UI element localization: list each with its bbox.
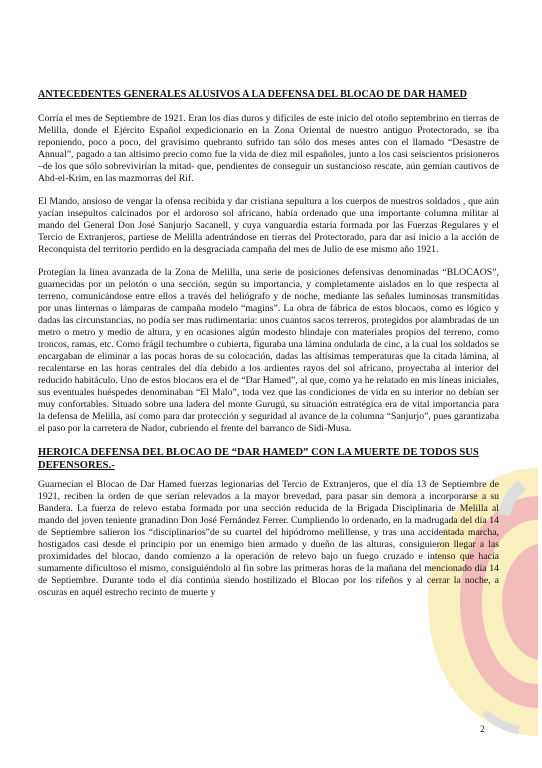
document-body — [38, 88, 499, 610]
paragraph: El Mando, ansioso de vengar la ofensa recibida y dar cristiana sepultura a los cuerpos de nuestros soldados , que aún yacían insepultos calcinados por el ardoroso sol africano, había ordenado que una importante columna militar al mando del General Don José Sanjurjo Sacanell, y cuya vanguardia estaría formada por las Fuerzas Regulares y el Tercio de Extranjeros, partiese de Melilla adentrándose en tierras del Protectorado, para dar así inicio a la acción de Reconquista del territorio perdido en la desgraciada campaña del mes de Julio de ese mismo año 1921. — [38, 196, 499, 256]
section-heading-heroica-defensa: HEROICA DEFENSA DEL BLOCAO DE “DAR HAMED” CON LA MUERTE DE TODOS SUS DEFENSORES.- — [38, 447, 479, 472]
section-heading-antecedentes: ANTECEDENTES GENERALES ALUSIVOS A LA DEFENSA DEL BLOCAO DE DAR HAMED — [38, 89, 467, 100]
paragraph: Protegían la línea avanzada de la Zona de Melilla, una serie de posiciones defensivas denominadas “BLOCAOS”, guarnecidas por un pelotón o una sección, según su importancia, y completamente aislados en lo que respecta al terreno, comunicándose entre ellos a través del heliógrafo y de noche, mediante las señales luminosas transmitidas por unas linternas o lámparas de campaña modelo “magins”. La obra de fábrica de estos blocaos, como es lógico y dadas las circunstancias, no podía ser mas rudimentaria: unos cuantos sacos terreros, protegidos por alambradas de un metro o metro y medio de altura, y en ocasiones algún modesto blindaje con materiales propios del terreno, como troncos, ramas, etc. Como frágil techumbre o cubierta, figuraba una lámina ondulada de cinc, a la cual los soldados se encargaban de eliminar a las pocas horas de su colocación, dadas las altísimas temperaturas que la citada lámina, al recalentarse en las horas centrales del día debido a los ardientes rayos del sol africano, proyectaba al interior del reducido habitáculo. Uno de estos blocaos era el de “Dar Hamed”, al que, como ya he relatado en mis líneas iniciales, sus eventuales huéspedes denominaban “El Malo”, toda vez que las condiciones de vida en su interior no debían ser muy confortables. Situado sobre una ladera del monte Gurugú, su situación estratégica era de vital importancia para la defensa de Melilla, así como para dar protección y seguridad al avance de la columna “Sanjurjo”, pues garantizaba el paso por la carretera de Nador, cubriendo el frente del barranco de Sidi-Musa. — [38, 267, 499, 434]
paragraph: Guarnecían el Blocao de Dar Hamed fuerzas legionarias del Tercio de Extranjeros, que el día 13 de Septiembre de 1921, reciben la orden de que serían relevados a la mayor brevedad, para pasar sin demora a incorporarse a su Bandera. La fuerza de relevo estaba formada por una sección reducida de la Brigada Disciplinaria de Melilla al mando del joven teniente granadino Don José Fernández Ferrer. Cumpliendo lo ordenado, en la madrugada del día 14 de Septiembre salieron los “disciplinarios”de su cuartel del hipódromo melillense, y tras una accidentada marcha, hostigados casi desde el principio por un enemigo bien armado y dueño de las alturas, consiguieron llegar a las proximidades del blocao, dando comienzo a la operación de relevo bajo un fuego cruzado e intenso que hacía sumamente dificultoso el mismo, consiguiéndolo al fin sobre las primeras horas de la mañana del mencionado día 14 de Septiembre. Durante todo el día continúa siendo hostilizado el Blocao por los rifeños y al cerrar la noche, a oscuras en aquél estrecho recinto de muerte y — [38, 479, 499, 598]
paragraph: Corría el mes de Septiembre de 1921. Eran los días duros y difíciles de este inicio del otoño septembrino en tierras de Melilla, donde el Ejército Español expedicionario en la Zona Oriental de nuestro antiguo Protectorado, se iba reponiendo, poco a poco, del gravísimo quebranto sufrido tan sólo dos meses antes con el llamado “Desastre de Annual”, pagado a tan altísimo precio como fue la vida de diez mil españoles, junto a los casi seiscientos prisioneros –de los que sólo sobrevivirían la mitad- que, pendientes de conseguir un sustancioso rescate, aún gemían cautivos de Abd-el-Krim, en las mazmorras del Rif. — [38, 113, 499, 184]
page-number: 2 — [480, 725, 485, 735]
